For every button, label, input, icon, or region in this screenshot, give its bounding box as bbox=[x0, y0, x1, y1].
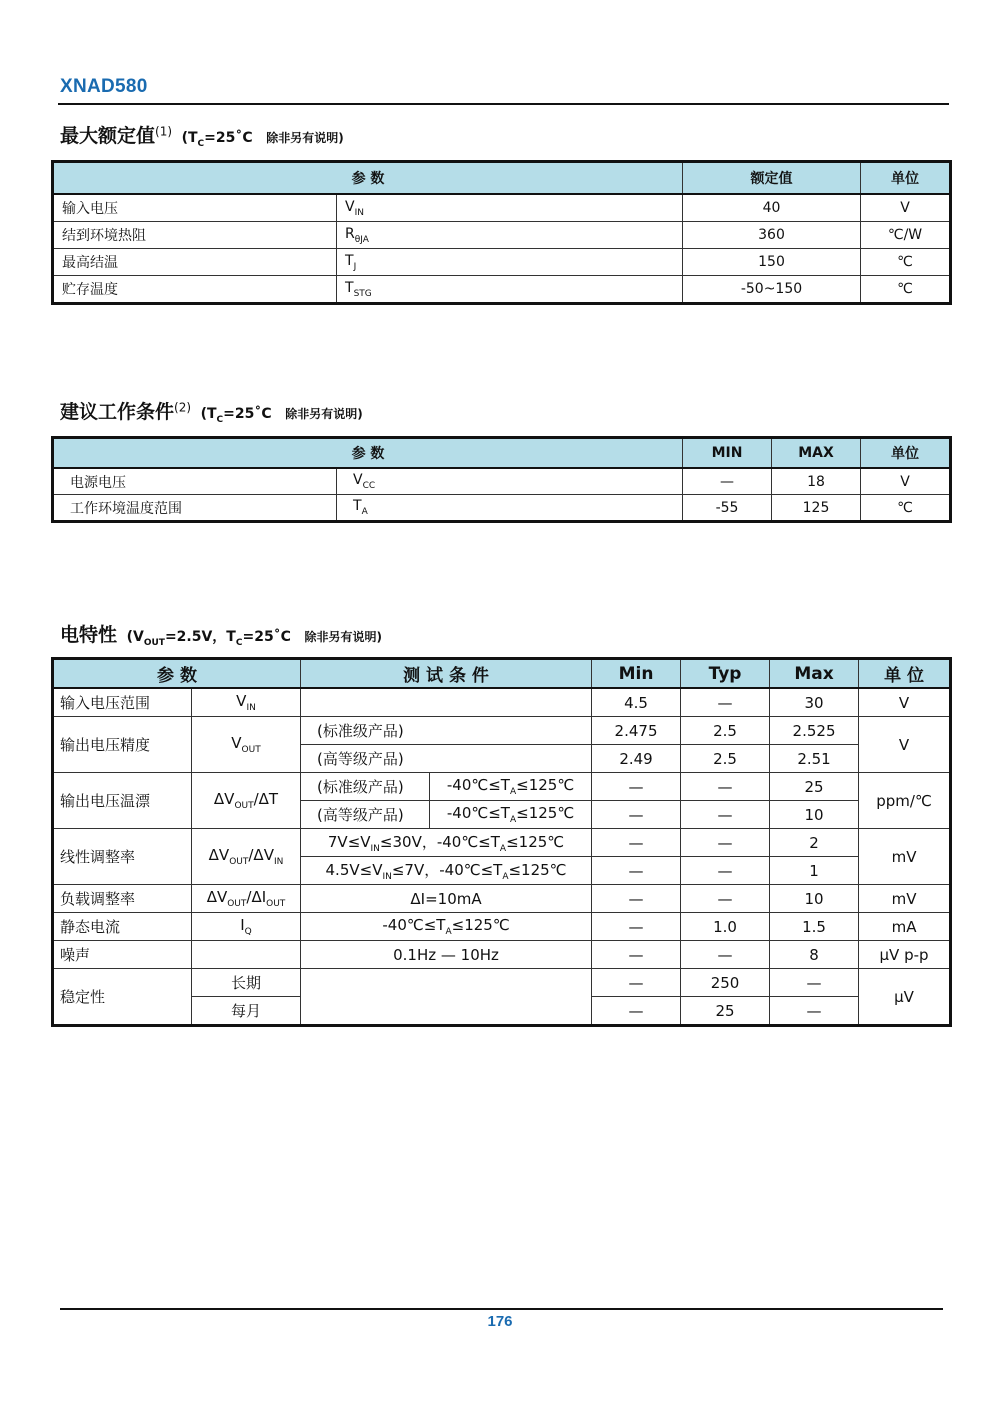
header-rule bbox=[58, 103, 949, 105]
col-header-max: Max bbox=[770, 659, 859, 689]
table-row: 负载调整率 $\Delta V_{OUT}/\Delta I_{OUT}$ ΔI=10mA — — 10 mV bbox=[53, 885, 951, 913]
table-row: 静态电流 $I_Q$ $-40℃\le T_A\le 125℃$ — 1.0 1.5 mA bbox=[53, 913, 951, 941]
abs-max-heading: 最大额定值$^{(1)}$ ($T_C=25˚C$ 除非另有说明) bbox=[60, 124, 344, 149]
table-row: 结到环境热阻 $R_{\theta JA}$ 360 ℃/W bbox=[53, 222, 951, 249]
page-number: 176 bbox=[487, 1313, 513, 1330]
col-header-min: Min bbox=[592, 659, 681, 689]
table-row: 输出电压精度 $V_{OUT}$ (标准级产品) 2.475 2.5 2.525 V bbox=[53, 717, 951, 745]
col-header-min: MIN bbox=[683, 438, 772, 469]
col-header-unit: 单位 bbox=[861, 162, 951, 195]
table-row: 最高结温 $T_J$ 150 ℃ bbox=[53, 249, 951, 276]
table-row: $4.5V\le V_{IN}\le 7V$，$-40℃\le T_A\le 125℃$ — — 1 bbox=[53, 857, 951, 885]
footer-rule bbox=[60, 1308, 943, 1310]
elec-table bbox=[51, 657, 952, 1027]
table-row: (高等级产品) $-40℃\le T_A\le 125℃$ — — 10 bbox=[53, 801, 951, 829]
document-title: XNAD580 bbox=[60, 76, 148, 97]
rec-op-table bbox=[51, 436, 952, 523]
col-header-cond: 测 试 条 件 bbox=[301, 659, 592, 689]
col-header-param: 参 数 bbox=[53, 438, 683, 469]
col-header-rating: 额定值 bbox=[683, 162, 861, 195]
col-header-typ: Typ bbox=[681, 659, 770, 689]
col-header-max: MAX bbox=[772, 438, 861, 469]
table-row: 工作环境温度范围 $T_A$ -55 125 ℃ bbox=[53, 495, 951, 522]
table-row: 贮存温度 $T_{STG}$ -50~150 ℃ bbox=[53, 276, 951, 304]
rec-op-heading: 建议工作条件$^{(2)}$ ($T_C=25˚C$ 除非另有说明) bbox=[60, 400, 363, 425]
table-row: 每月 — 25 — bbox=[53, 997, 951, 1026]
table-row: (高等级产品) 2.49 2.5 2.51 bbox=[53, 745, 951, 773]
abs-max-table bbox=[51, 160, 952, 305]
table-row: 输出电压温漂 $\Delta V_{OUT}/\Delta T$ (标准级产品) $-40℃\le T_A\le 125℃$ — — 25 ppm/℃ bbox=[53, 773, 951, 801]
table-row: 线性调整率 $\Delta V_{OUT}/\Delta V_{IN}$ $7V\le V_{IN}\le 30V$，$-40℃\le T_A\le 125℃$ — — 2 mV bbox=[53, 829, 951, 857]
col-header-param: 参 数 bbox=[53, 659, 301, 689]
table-row: 输入电压范围 $V_{IN}$ 4.5 — 30 V bbox=[53, 688, 951, 717]
col-header-param: 参 数 bbox=[53, 162, 683, 195]
table-row: 稳定性 长期 — 250 — μV bbox=[53, 969, 951, 997]
table-row: 噪声 0.1Hz — 10Hz — — 8 μV p-p bbox=[53, 941, 951, 969]
elec-heading: 电特性 ($V_{OUT}=2.5V$，$T_C=25˚C$ 除非另有说明) bbox=[60, 624, 383, 648]
col-header-unit: 单 位 bbox=[859, 659, 951, 689]
table-row: 电源电压 $V_{CC}$ — 18 V bbox=[53, 468, 951, 495]
table-row: 输入电压 $V_{IN}$ 40 V bbox=[53, 194, 951, 222]
col-header-unit: 单位 bbox=[861, 438, 951, 469]
